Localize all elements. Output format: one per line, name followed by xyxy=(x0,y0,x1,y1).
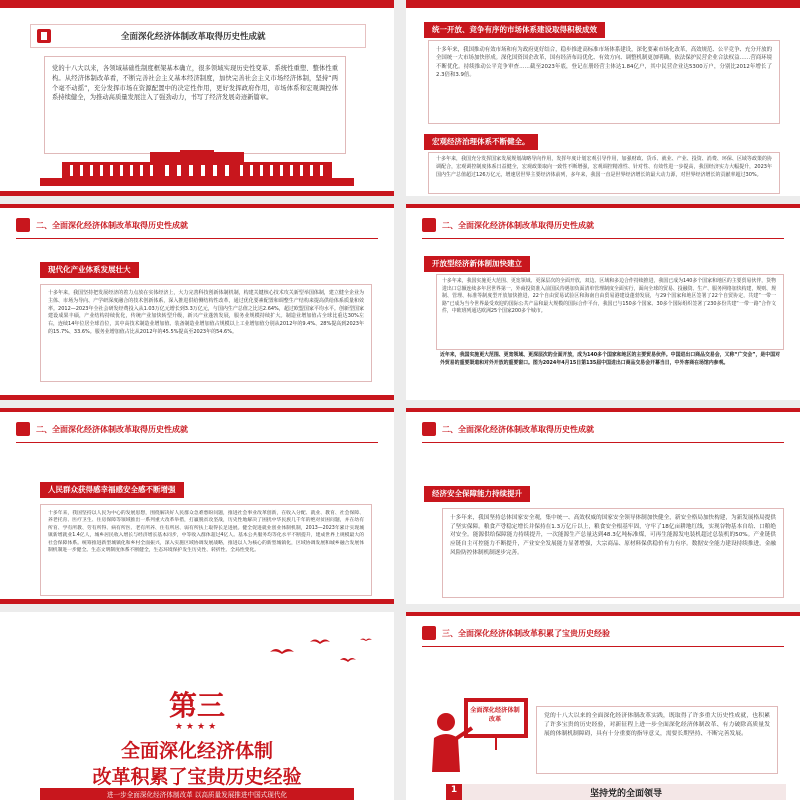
divider xyxy=(422,442,784,443)
section-banner-market: 统一开放、竞争有序的市场体系建设取得积极成效 xyxy=(424,22,605,38)
top-band xyxy=(406,612,800,616)
section-banner: 经济安全保障能力持续提升 xyxy=(424,486,530,502)
chapter-subtitle: 进一步全面深化经济体制改革 以高质量发展推进中国式现代化 xyxy=(106,791,288,799)
section-header xyxy=(406,418,594,440)
body-paragraph: 党的十八大以来的全面深化经济体制改革实践，既取得了许多重大历史性成就，也积累了许多宝贵的历史经验，对新征程上进一步全面深化经济体制改革、有力破除高质量发展的体制机制障碍，具有十分重要的指导意义，需要长期坚持、不断完善发展。 xyxy=(544,713,770,737)
slide-6 xyxy=(406,408,800,604)
body-paragraph: 十多年来，我国坚持总体国家安全观，集中统一、高效权威的国家安全领导体制加快健全，新安全格局加快构建，为新发展格局提供了坚实保障。粮食产량稳定增长并保持在1.3万亿斤以上，粮食安全根基牢固，守牢了18亿亩耕地红线，实现谷物基本自给、口粮绝对安全。能源供给保障能力持续提升，一次能源生产总量达到48.3亿吨标准煤，可再生能源发电装机超过总装机的50%。产业链供应链自主可控能力不断提升，产业安全发展能力显著增强，大宗商品、原材料保供稳价有力有序。数据安全能力建设持续推进，金融风险防控体制机制逐步完善。 xyxy=(450,515,776,556)
flying-birds xyxy=(260,632,380,682)
footer-bar xyxy=(0,599,394,604)
section-title: 二、全面深化经济体制改革取得历史性成就 xyxy=(442,220,594,230)
section-title: 二、全面深化经济体制改革取得历史性成就 xyxy=(442,424,594,434)
presenter-icon xyxy=(424,688,534,774)
document-icon xyxy=(37,29,51,43)
section-title: 二、全面深化经济体制改革取得历史性成就 xyxy=(36,424,188,434)
body-paragraph: 十多年来，我国实施更大范围、更宽领域、更深层次的全面开放，双边、区域和多边合作持续推进，我国已成为140多个国家和地区的主要贸易伙伴，货物进出口总额连续多年居世界第一，外商投资准入前国民待遇加负面清单管理制度全面实行，面向全球的贸易、投融资、生产、服务网络加快构建，规则、规制、管理、标准等制度型开放加快推进，22个自由贸易试验区和海南自由贸易港建设蓬勃发展，与29个国家和地区签署了22个自贸协定，共建“一带一路”已成为当今世界最受欢迎的国际公共产品和最大规模的国际合作平台，我国已与150多个国家、30多个国际组织签署了230多份共建“一带一路”合作文件，中欧班列通达欧洲25个国家200多个城市。 xyxy=(442,278,776,315)
body-paragraph: 十多年来，我国坚持以人民为中心的发展思想，围绕解决好人民群众急难愁盼问题，推进社会事业改革创新，在收入分配、就业、教育、社会保障、养老托育、医疗卫生、住房保障等领域推出一系列重大改革举措，打赢脱贫攻坚战，历史性地解决了困扰中华民族几千年的绝对贫困问题，并在幼有所育、学有所教、劳有所得、病有所医、老有所养、住有所居、弱有所扶上取得长足进展。健全促进就业创业体制机制，2013—2023年累计实现城镇新增就业1.4亿人，城乡居民收入增长与经济增长基本同步，中等收入群体超过4亿人。基本公共服务均等化水平不断提升，建成世界上规模最大的社会保障体系。统筹推进新型城镇化和乡村全面振兴，深入实施区域协调发展战略，推进以人为核心的新型城镇化，区域协调发展和城乡融合发展体制机制进一步健全。生态文明制度体系不断健全，生态环境保护发生历史性、转折性、全局性变化。 xyxy=(48,511,364,554)
divider xyxy=(422,646,784,647)
slide-title: 全面深化经济体制改革取得历史性成就 xyxy=(121,32,266,42)
body-paragraph: 十多年来，我国坚持把发展经济的着力点放在实体经济上，大力完善科技创新体制机制，构建关键核心技术攻关新型举国体制，建立健全企业为主体、市场为导向、产学研深度融合的技术创新体系，深入推进供给侧结构性改革，通过优化要素配置和调整生产结构来提高供给体系质量和效率。2012—2023年全社会研发经费投入从1.03万亿元增长到3.3万亿元，与国内生产总值之比达2.64%，超过欧盟国家平均水平。创新型国家建设成果丰硕，产业结构持续优化，传统产业加快转型升级，新兴产业蓬勃发展，服务业规模持续扩大。制造业增加值占全球比重达30%左右，连续14年位居全球首位，其中高技术制造业增加值、装备制造业增加值占规模以上工业增加值分别从2012年的9.4%、28%提高到2023年的15.7%、33.6%。服务业增加值占比从2012年的45.5%提高至2023年的54.6%。 xyxy=(48,290,364,335)
great-hall-silhouette xyxy=(40,150,354,186)
item-label: 坚持党的全面领导 xyxy=(589,789,662,799)
item-number: 1 xyxy=(450,785,458,795)
divider xyxy=(16,238,378,239)
chapter-number: 第三 xyxy=(168,689,225,722)
section-banner: 现代化产业体系发展壮大 xyxy=(40,262,139,278)
board-label: 全面深化经济体制改革 xyxy=(470,707,520,724)
top-band xyxy=(0,408,394,412)
top-band xyxy=(0,204,394,208)
section-title: 三、全面深化经济体制改革积累了宝贵历史经验 xyxy=(442,628,610,638)
slide-4 xyxy=(406,204,800,400)
footer-bar xyxy=(0,191,394,196)
slide-2 xyxy=(406,0,800,196)
section-banner: 开放型经济新体制加快建立 xyxy=(424,256,530,272)
photo-caption: 近年来，我国实施更大范围、更宽领域、更深层次的全面开放，成为140多个国家和地区的主要贸易伙伴。中国进出口商品交易会，又称“广交会”，是中国对外贸易的重要渠道和对外开放的重要窗口。图为2024年4月15日第135届中国进出口商品交易会开幕当日，中外客商在场馆内参观。 xyxy=(440,352,780,366)
slide-title-box xyxy=(30,24,366,48)
section-header xyxy=(406,214,594,236)
section-bullet-icon xyxy=(422,422,436,436)
section-banner: 人民群众获得感幸福感安全感不断增强 xyxy=(40,482,184,498)
body-paragraph: 十多年来，我国充分发挥国家发展规划战略导向作用，发挥年度计划宏观引导作用，加强财政、货币、就业、产业、投资、消费、环保、区域等政策的协调配合，宏观调控制度体系日益健全，宏观政策取向一致性不断增强，宏观调控精准性、针对性、有效性进一步提高，我国经济实力大幅提升，2023年国内生产总值超过126万亿元，增速居世界主要经济体前列，多年来，我国一直是世界经济增长的最大动力源，对世界经济增长的贡献率超过30%。 xyxy=(436,156,772,178)
chapter-title-line1: 全面深化经济体制 xyxy=(120,740,273,762)
top-band xyxy=(406,0,800,8)
slide-7 xyxy=(0,612,394,800)
top-band xyxy=(406,408,800,412)
section-title: 二、全面深化经济体制改革取得历史性成就 xyxy=(36,220,188,230)
divider xyxy=(422,238,784,239)
footer-bar xyxy=(0,395,394,400)
slide-5 xyxy=(0,408,394,604)
top-band xyxy=(406,204,800,208)
section-bullet-icon xyxy=(422,218,436,232)
slide-3 xyxy=(0,204,394,400)
decor-stars: ★★★★ xyxy=(174,722,220,732)
section-bullet-icon xyxy=(422,626,436,640)
chapter-title-line2: 改革积累了宝贵历史经验 xyxy=(92,766,302,788)
section-banner-macro: 宏观经济治理体系不断健全。 xyxy=(424,134,538,150)
body-paragraph: 党的十八大以来，各领域基础性制度框架基本确立，很多领域实现历史性变革、系统性重塑、整体性重构。从经济体制改革看，不断完善社会主义基本经济制度，加快完善社会主义市场经济体制，坚持“两个毫不动摇”，充分发挥市场在资源配置中的决定性作用，更好发挥政府作用，市场体系和宏观调控体系持续健全，为推动高质量发展注入了强劲动力，书写了经济发展奇迹新篇章。 xyxy=(52,65,338,102)
divider xyxy=(16,442,378,443)
slide-1 xyxy=(0,0,394,196)
body-paragraph: 十多年来，我国推动有效市场和有为政府更好结合，稳步推进高标准市场体系建设，深化要素市场化改革，高效规范、公平竞争、充分开放的全国统一大市场加快形成。深化国资国企改革，国有经济布局优化、有效方向、调整机制更加明确，依法保护民营企业合法权益……营商环境不断优化。持续推动公平竞争审查……截至2023年底，登记在册经营主体达1.84亿户，其中民营企业达5300万户，分别比2012年增长了2.3倍和3.9倍。 xyxy=(436,47,772,79)
slide-8 xyxy=(406,612,800,800)
section-bullet-icon xyxy=(16,218,30,232)
section-header xyxy=(406,622,610,644)
section-bullet-icon xyxy=(16,422,30,436)
top-band xyxy=(0,0,394,8)
section-header xyxy=(0,418,188,440)
section-header xyxy=(0,214,188,236)
